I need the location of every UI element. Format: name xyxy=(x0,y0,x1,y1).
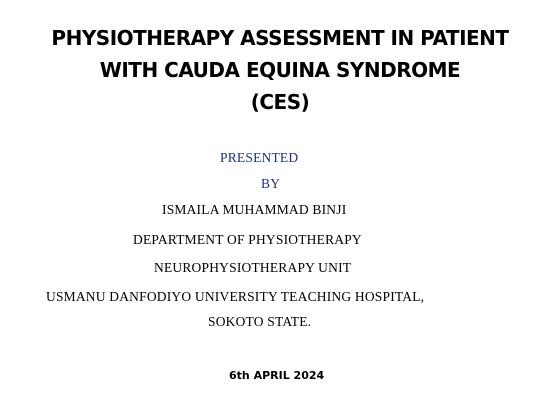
title-line-2: WITH CAUDA EQUINA SYNDROME xyxy=(99,58,461,82)
by-label: BY xyxy=(261,176,281,191)
slide-title xyxy=(0,22,560,118)
institution-name: USMANU DANFODIYO UNIVERSITY TEACHING HOSPITAL, xyxy=(46,289,425,304)
unit-name: NEUROPHYSIOTHERAPY UNIT xyxy=(154,260,352,275)
department-name: DEPARTMENT OF PHYSIOTHERAPY xyxy=(133,232,362,247)
presenter-name: ISMAILA MUHAMMAD BINJI xyxy=(162,202,347,217)
presented-label: PRESENTED xyxy=(220,150,299,165)
state-name: SOKOTO STATE. xyxy=(208,314,312,329)
title-line-3: (CES) xyxy=(250,90,310,114)
title-line-1: PHYSIOTHERAPY ASSESSMENT IN PATIENT xyxy=(51,26,509,50)
presentation-date: 6th APRIL 2024 xyxy=(229,369,325,382)
